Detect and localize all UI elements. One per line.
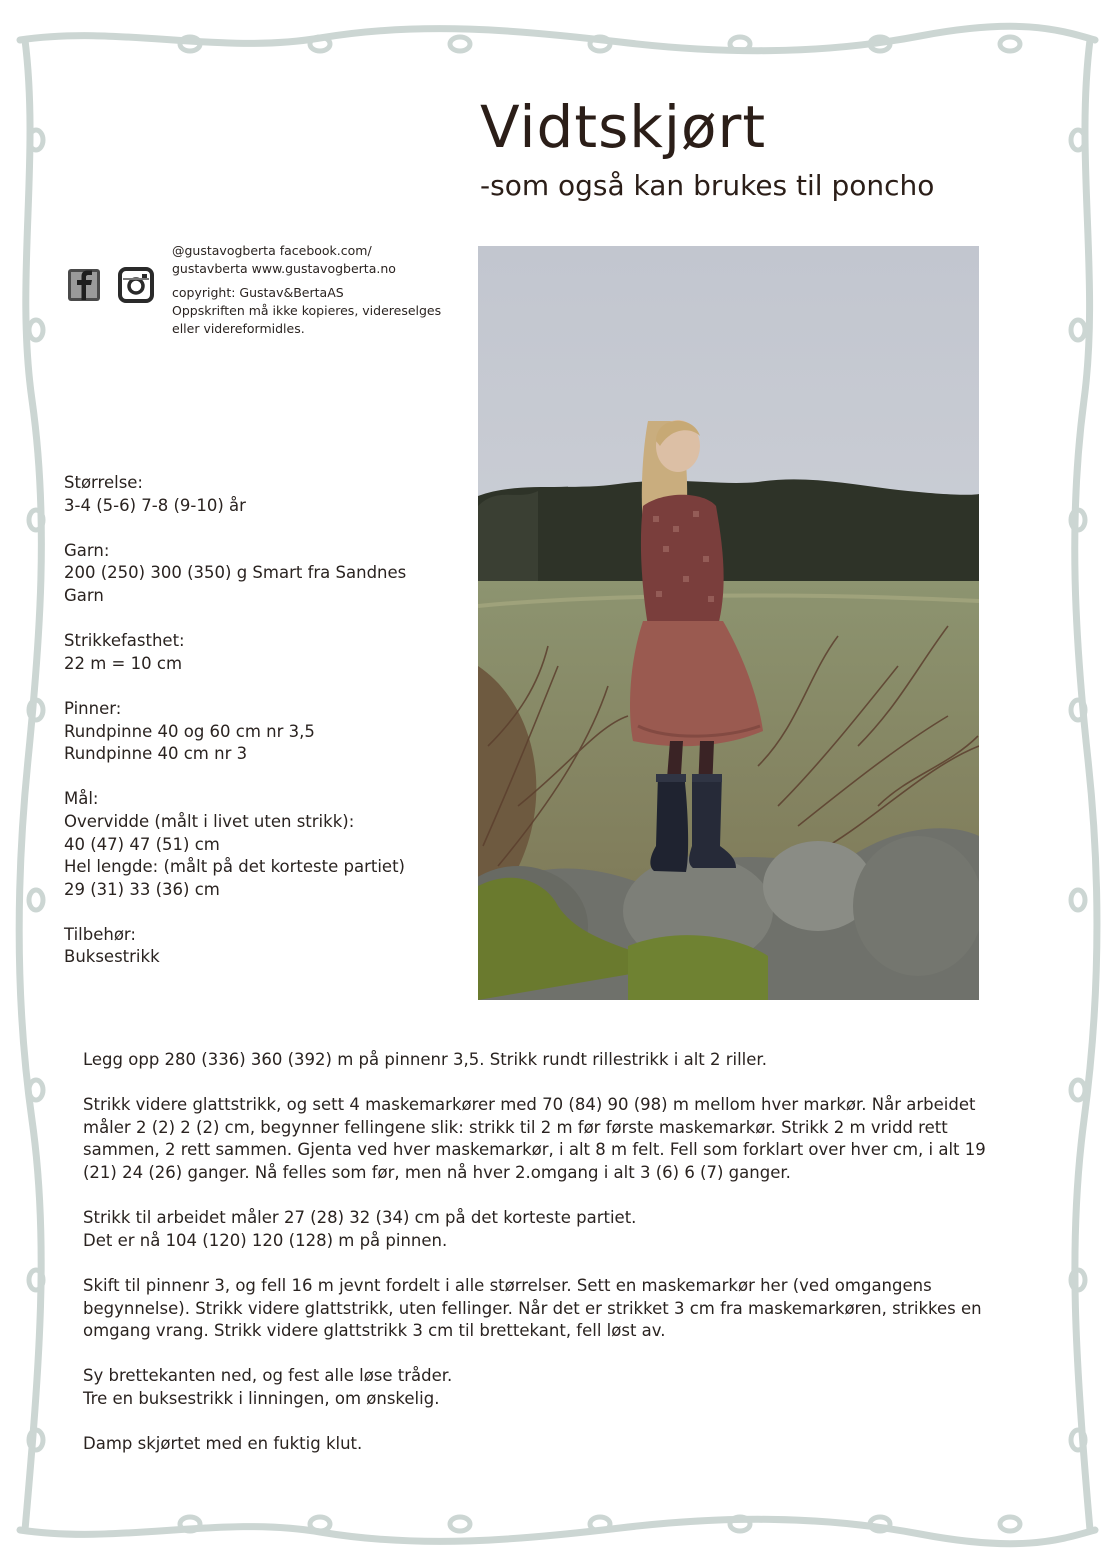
instruction-line: Tre en buksestrikk i linningen, om ønskelig.: [83, 1388, 440, 1408]
product-photo: [478, 246, 979, 1000]
instruction-line: Strikk til arbeidet måler 27 (28) 32 (34) cm på det korteste partiet.: [83, 1208, 637, 1228]
length-value: 29 (31) 33 (36) cm: [64, 879, 220, 899]
gauge-label: Strikkefasthet:: [64, 631, 185, 651]
instagram-icon[interactable]: [118, 266, 154, 304]
gauge-value: 22 m = 10 cm: [64, 653, 183, 673]
facebook-icon[interactable]: [66, 266, 102, 304]
instruction-line: Damp skjørtet med en fuktig klut.: [83, 1434, 363, 1454]
social-handles: @gustavogberta facebook.com/: [172, 243, 372, 258]
instruction-line: Sy brettekanten ned, og fest alle løse tråder.: [83, 1366, 453, 1386]
width-label: Overvidde (målt i livet uten strikk):: [64, 811, 355, 831]
needles-label: Pinner:: [64, 698, 122, 718]
knitting-instructions: [83, 1049, 1013, 1478]
instruction-line: Det er nå 104 (120) 120 (128) m på pinnen.: [83, 1230, 448, 1250]
gauge-spec: [64, 630, 464, 675]
needles-spec: [64, 698, 464, 766]
pattern-specs: [64, 472, 464, 992]
instruction-line: sammen, 2 rett sammen. Gjenta ved hver maskemarkør, i alt 8 m felt. Fell som forklart over hver cm, i alt 19: [83, 1140, 986, 1160]
page-title: Vidtskjørt: [480, 93, 767, 161]
copyright-text: copyright: Gustav&BertaAS: [172, 285, 344, 300]
length-label: Hel lengde: (målt på det korteste partiet): [64, 857, 405, 877]
yarn-spec: [64, 540, 464, 608]
social-handles-line-2: gustavberta www.gustavogberta.no: [172, 261, 396, 276]
needles-value-line-2: Rundpinne 40 cm nr 3: [64, 744, 248, 764]
instruction-line: Strikk videre glattstrikk, og sett 4 maskemarkører med 70 (84) 90 (98) m mellom hver markør. Når arbeidet: [83, 1095, 976, 1115]
yarn-value: 200 (250) 300 (350) g Smart fra Sandnes: [64, 563, 407, 583]
accessories-spec: [64, 924, 464, 969]
instruction-line: omgang vrang. Strikk videre glattstrikk 3 cm til brettekant, fell løst av.: [83, 1321, 666, 1341]
instruction-line: Skift til pinnenr 3, og fell 16 m jevnt fordelt i alle størrelser. Sett en maskemarkør her (ved omgangens: [83, 1275, 932, 1295]
yarn-label: Garn:: [64, 540, 110, 560]
instruction-decreases: [83, 1094, 1013, 1184]
instruction-line: begynnelse). Strikk videre glattstrikk, uten fellinger. Når det er strikket 3 cm fra maskemarkøren, strikkes en: [83, 1298, 982, 1318]
copy-notice: Oppskriften må ikke kopieres, videreselges: [172, 303, 442, 318]
instruction-line: Legg opp 280 (336) 360 (392) m på pinnenr 3,5. Strikk rundt rillestrikk i alt 2 riller.: [83, 1050, 767, 1069]
social-icons: [66, 266, 156, 304]
needles-value: Rundpinne 40 og 60 cm nr 3,5: [64, 721, 315, 741]
size-label: Størrelse:: [64, 473, 143, 492]
instruction-length: [83, 1207, 1013, 1252]
instruction-finishing: [83, 1365, 1013, 1410]
yarn-value-line-2: Garn: [64, 585, 104, 605]
girl-in-skirt-photo: [478, 246, 979, 1000]
instruction-steam: [83, 1433, 1013, 1456]
instruction-line: (21) 24 (26) ganger. Nå felles som før, men nå hver 2.omgang i alt 3 (6) 6 (7) ganger.: [83, 1162, 791, 1182]
size-spec: [64, 472, 464, 517]
instruction-line: måler 2 (2) 2 (2) cm, begynner fellingene slik: strikk til 2 m før første maskemarkør. Strikk 2 m vridd rett: [83, 1117, 948, 1137]
credits-block: [172, 242, 472, 338]
page-subtitle: -som også kan brukes til poncho: [480, 169, 935, 202]
measurements-spec: [64, 788, 464, 901]
accessories-value: Buksestrikk: [64, 947, 160, 967]
size-value: 3-4 (5-6) 7-8 (9-10) år: [64, 495, 246, 515]
copy-notice-line-2: eller videreformidles.: [172, 321, 305, 336]
instruction-waistband: [83, 1275, 1013, 1343]
accessories-label: Tilbehør:: [64, 924, 136, 944]
measurements-label: Mål:: [64, 789, 99, 809]
width-value: 40 (47) 47 (51) cm: [64, 834, 220, 854]
instruction-cast-on: [83, 1049, 1013, 1072]
